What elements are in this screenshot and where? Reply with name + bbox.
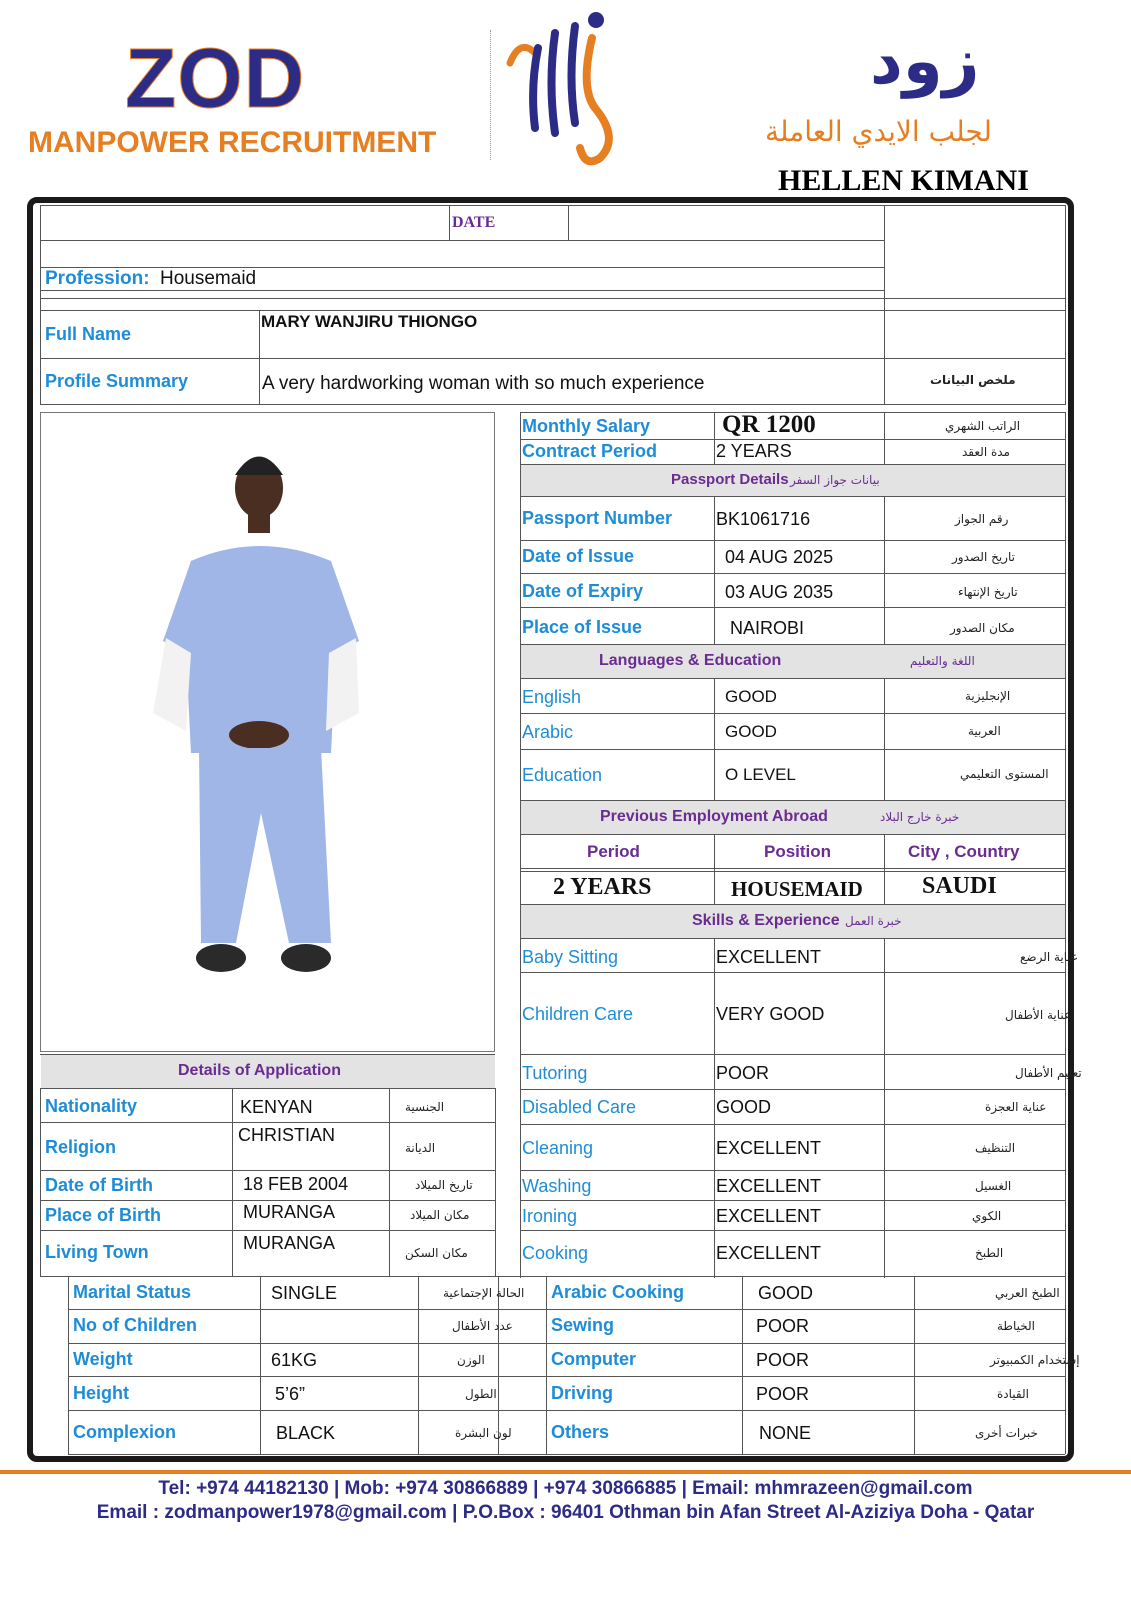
brand-arabic-subtitle: لجلب الايدي العاملة [765, 115, 992, 148]
brand-subtitle: MANPOWER RECRUITMENT [28, 126, 437, 159]
pob-value: MURANGA [243, 1202, 336, 1222]
languages-title-ar: اللغة والتعليم [910, 654, 975, 668]
marital-status-value: SINGLE [271, 1283, 338, 1303]
candidate-photo [41, 413, 494, 1051]
pob-label: Place of Birth [45, 1205, 162, 1225]
arabic-cooking-ar: الطبخ العربي [995, 1286, 1060, 1300]
skills-title: Skills & Experience [692, 912, 840, 929]
english-value: GOOD [725, 687, 777, 706]
issue-place-label: Place of Issue [522, 617, 643, 637]
sewing-ar: الخياطة [997, 1319, 1035, 1333]
candidate-photo-frame [40, 412, 495, 1052]
education-value: O LEVEL [725, 765, 796, 784]
arabic-ar: العربية [968, 724, 1001, 738]
profession-label: Profession: [45, 268, 150, 289]
date-label: DATE [452, 214, 496, 231]
skill-ironing-value: EXCELLENT [716, 1206, 822, 1226]
salary-value: QR 1200 [722, 411, 816, 438]
others-label: Others [551, 1422, 610, 1442]
issue-date-ar: تاريخ الصدور [952, 550, 1015, 564]
issue-place-ar: مكان الصدور [950, 621, 1015, 635]
children-label: No of Children [73, 1315, 197, 1335]
issue-date-label: Date of Issue [522, 546, 635, 566]
arabic-cooking-value: GOOD [758, 1283, 814, 1303]
dob-label: Date of Birth [45, 1175, 153, 1195]
arabic-cooking-label: Arabic Cooking [551, 1282, 685, 1302]
issue-place-value: NAIROBI [730, 618, 805, 638]
salary-ar: الراتب الشهري [945, 419, 1021, 433]
marital-status-label: Marital Status [73, 1282, 192, 1302]
salary-label: Monthly Salary [522, 416, 651, 436]
passport-number-value: BK1061716 [716, 509, 811, 529]
driving-ar: القيادة [997, 1387, 1029, 1401]
others-ar: خبرات أخرى [975, 1426, 1038, 1440]
brand-arabic-logo: زود [870, 25, 980, 99]
children-ar: عدد الأطفال [452, 1319, 513, 1333]
others-value: NONE [759, 1423, 812, 1443]
nationality-ar: الجنسية [405, 1100, 445, 1114]
living-town-label: Living Town [45, 1242, 149, 1262]
driving-value: POOR [756, 1384, 810, 1404]
skill-tutoring-label: Tutoring [522, 1063, 588, 1083]
computer-ar: إستخدام الكمبيوتر [990, 1353, 1080, 1367]
complexion-label: Complexion [73, 1422, 177, 1442]
living-town-ar: مكان السكن [405, 1246, 468, 1260]
passport-title-ar: بيانات جواز السفر [790, 473, 880, 487]
employment-col-position: Position [764, 842, 832, 861]
weight-label: Weight [73, 1349, 133, 1369]
footer-contact-line: Tel: +974 44182130 | Mob: +974 30866889 | +974 30866885 | Email: mhmrazeen@gmail.com [158, 1478, 973, 1499]
skill-ironing-label: Ironing [522, 1206, 578, 1226]
nationality-value: KENYAN [240, 1097, 313, 1117]
skill-washing-label: Washing [522, 1176, 592, 1196]
skills-title-ar: خبرة العمل [845, 914, 902, 928]
complexion-value: BLACK [276, 1423, 336, 1443]
english-label: English [522, 687, 582, 707]
profession-value: Housemaid [160, 268, 257, 289]
contract-value: 2 YEARS [716, 441, 792, 461]
passport-number-label: Passport Number [522, 508, 673, 528]
dob-ar: تاريخ الميلاد [415, 1178, 473, 1192]
employment-title: Previous Employment Abroad [600, 808, 828, 825]
education-label: Education [522, 765, 603, 785]
contract-label: Contract Period [522, 441, 658, 461]
skill-washing-ar: الغسيل [975, 1179, 1012, 1193]
employment-position: HOUSEMAID [731, 877, 863, 901]
complexion-ar: لون البشرة [455, 1426, 512, 1440]
religion-value: CHRISTIAN [238, 1125, 336, 1145]
passport-title: Passport Details [671, 471, 789, 488]
religion-label: Religion [45, 1137, 116, 1157]
passport-number-ar: رقم الجواز [955, 512, 1009, 526]
full-name-label: Full Name [45, 324, 132, 344]
footer-divider [0, 1470, 1131, 1474]
profile-summary-ar: ملخص البيانات [930, 373, 1016, 387]
skill-baby-sitting-value: EXCELLENT [716, 947, 822, 967]
skill-disabled-care-label: Disabled Care [522, 1097, 637, 1117]
computer-label: Computer [551, 1349, 636, 1369]
skill-cleaning-ar: التنظيف [975, 1141, 1016, 1155]
skill-tutoring-value: POOR [716, 1063, 770, 1083]
skill-cooking-ar: الطبخ [975, 1246, 1004, 1260]
skill-children-care-ar: عناية الأطفال [1005, 1008, 1072, 1022]
contract-ar: مدة العقد [962, 445, 1010, 459]
skill-baby-sitting-ar: عناية الرضع [1020, 950, 1079, 964]
employment-period: 2 YEARS [553, 874, 652, 900]
employment-location: SAUDI [922, 873, 997, 899]
skill-tutoring-ar: تعليم الأطفال [1015, 1066, 1082, 1080]
dob-value: 18 FEB 2004 [243, 1174, 349, 1194]
skill-disabled-care-value: GOOD [716, 1097, 772, 1117]
nationality-label: Nationality [45, 1096, 138, 1116]
employment-col-location: City , Country [908, 842, 1020, 861]
skill-cooking-label: Cooking [522, 1243, 589, 1263]
profile-summary-label: Profile Summary [45, 371, 189, 391]
agent-name: HELLEN KIMANI [778, 164, 1029, 197]
languages-title: Languages & Education [599, 652, 782, 669]
skill-ironing-ar: الكوي [972, 1209, 1002, 1223]
height-label: Height [73, 1383, 129, 1403]
arabic-label: Arabic [522, 722, 574, 742]
profile-summary-value: A very hardworking woman with so much experience [262, 373, 705, 394]
sewing-label: Sewing [551, 1315, 615, 1335]
application-title: Details of Application [178, 1062, 341, 1079]
sewing-value: POOR [756, 1316, 810, 1336]
skill-disabled-care-ar: عناية العجزة [985, 1100, 1047, 1114]
pob-ar: مكان الميلاد [410, 1208, 470, 1222]
height-ar: الطول [465, 1387, 497, 1401]
religion-ar: الديانة [405, 1141, 436, 1155]
expiry-date-value: 03 AUG 2035 [725, 582, 834, 602]
english-ar: الإنجليزية [965, 689, 1011, 703]
skill-children-care-value: VERY GOOD [716, 1004, 825, 1024]
weight-value: 61KG [271, 1350, 318, 1370]
living-town-value: MURANGA [243, 1233, 336, 1253]
skill-baby-sitting-label: Baby Sitting [522, 947, 619, 967]
employment-col-period: Period [587, 842, 640, 861]
marital-status-ar: الحالة الإجتماعية [443, 1286, 525, 1300]
skill-cleaning-value: EXCELLENT [716, 1138, 822, 1158]
header-divider [490, 30, 491, 160]
full-name-value: MARY WANJIRU THIONGO [261, 312, 478, 331]
arabic-value: GOOD [725, 722, 777, 741]
skill-washing-value: EXCELLENT [716, 1176, 822, 1196]
brand-logo-icon [500, 8, 635, 168]
skill-cooking-value: EXCELLENT [716, 1243, 822, 1263]
brand-logo-text: ZOD [125, 31, 306, 125]
computer-value: POOR [756, 1350, 810, 1370]
employment-title-ar: خبرة خارج البلاد [880, 810, 960, 824]
education-ar: المستوى التعليمي [960, 767, 1049, 781]
expiry-date-ar: تاريخ الإنتهاء [958, 585, 1018, 599]
issue-date-value: 04 AUG 2025 [725, 547, 834, 567]
height-value: 5’6” [275, 1384, 306, 1404]
weight-ar: الوزن [457, 1353, 485, 1367]
skill-cleaning-label: Cleaning [522, 1138, 594, 1158]
driving-label: Driving [551, 1383, 614, 1403]
expiry-date-label: Date of Expiry [522, 581, 644, 601]
footer-address-line: Email : zodmanpower1978@gmail.com | P.O.Box : 96401 Othman bin Afan Street Al-Aziziya Doha - Qatar [96, 1502, 1035, 1523]
skill-children-care-label: Children Care [522, 1004, 634, 1024]
